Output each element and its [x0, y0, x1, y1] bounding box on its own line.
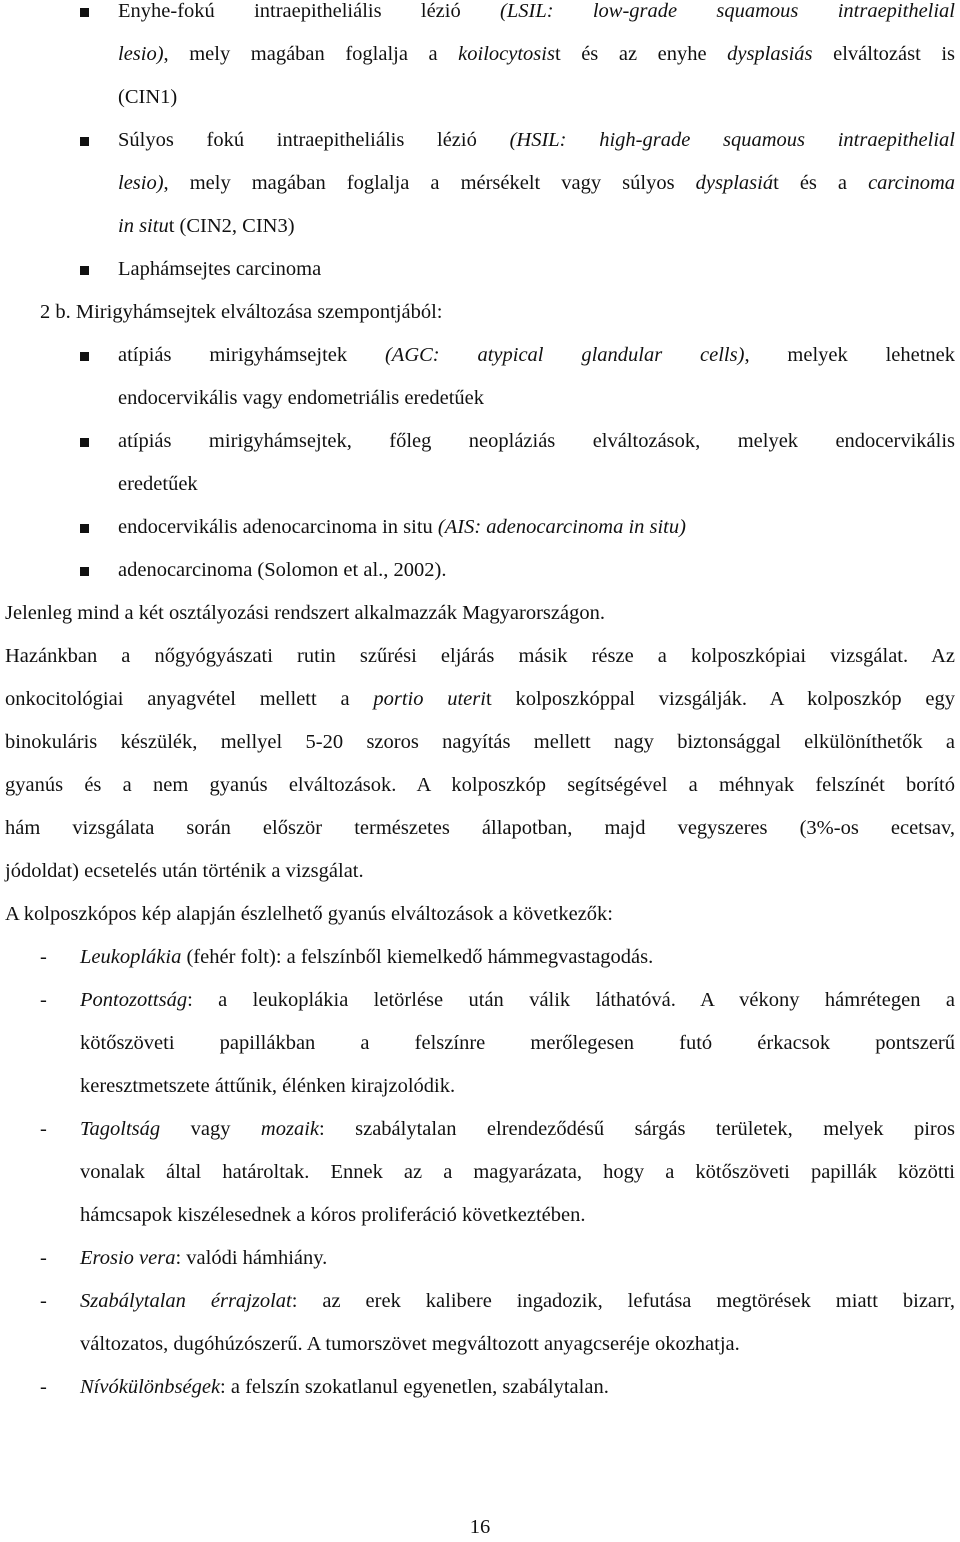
text-line: endocervikális adenocarcinoma in situ (AIS: adenocarcinoma in situ) [118, 516, 686, 538]
text-line: kötőszöveti papillákban a felszínre merőlegesen futó érkacsok pontszerű [80, 1032, 955, 1054]
text-line: 2 b. Mirigyhámsejtek elváltozása szempontjából: [40, 301, 443, 323]
text-line: hám vizsgálata során először természetes állapotban, majd vegyszeres (3%-os ecetsav, [5, 817, 955, 839]
text-line: atípiás mirigyhámsejtek, főleg neopláziás elváltozások, melyek endocervikális [118, 430, 955, 452]
text-line: binokuláris készülék, mellyel 5-20 szoros nagyítás mellett nagy biztonsággal elkülöníthetők a [5, 731, 955, 753]
text-line: atípiás mirigyhámsejtek (AGC: atypical glandular cells), melyek lehetnek [118, 344, 955, 366]
square-bullet-icon [80, 438, 89, 447]
dash-bullet: - [40, 1118, 47, 1140]
text-line: A kolposzkópos kép alapján észlelhető gyanús elváltozások a következők: [5, 903, 613, 925]
square-bullet-icon [80, 8, 89, 17]
dash-bullet: - [40, 1247, 47, 1269]
text-line: jódoldat) ecsetelés után történik a vizsgálat. [5, 860, 364, 882]
text-line: gyanús és a nem gyanús elváltozások. A kolposzkóp segítségével a méhnyak felszínét borító [5, 774, 955, 796]
text-line: Pontozottság: a leukoplákia letörlése után válik láthatóvá. A vékony hámrétegen a [80, 989, 955, 1011]
text-line: Leukoplákia (fehér folt): a felszínből kiemelkedő hámmegvastagodás. [80, 946, 654, 968]
text-line: változatos, dugóhúzószerű. A tumorszövet megváltozott anyagcseréje okozhatja. [80, 1333, 740, 1355]
dash-bullet: - [40, 1290, 47, 1312]
text-line: (CIN1) [118, 86, 178, 108]
text-line: Laphámsejtes carcinoma [118, 258, 322, 280]
square-bullet-icon [80, 266, 89, 275]
text-line: Szabálytalan érrajzolat: az erek kalibere ingadozik, lefutása megtörések miatt bizarr, [80, 1290, 955, 1312]
text-line: Enyhe-fokú intraepitheliális lézió (LSIL: low-grade squamous intraepithelial [118, 0, 955, 22]
text-line: lesio), mely magában foglalja a koilocytosist és az enyhe dysplasiás elváltozást is [118, 43, 955, 65]
text-line: eredetűek [118, 473, 198, 495]
dash-bullet: - [40, 1376, 47, 1398]
text-line: Súlyos fokú intraepitheliális lézió (HSIL: high-grade squamous intraepithelial [118, 129, 955, 151]
page-number: 16 [469, 1516, 491, 1538]
square-bullet-icon [80, 524, 89, 533]
text-line: in situt (CIN2, CIN3) [118, 215, 295, 237]
dash-bullet: - [40, 989, 47, 1011]
text-line: lesio), mely magában foglalja a mérsékelt vagy súlyos dysplasiát és a carcinoma [118, 172, 955, 194]
text-line: Tagoltság vagy mozaik: szabálytalan elrendeződésű sárgás területek, melyek piros [80, 1118, 955, 1140]
text-line: Hazánkban a nőgyógyászati rutin szűrési eljárás másik része a kolposzkópiai vizsgálat. Az [5, 645, 955, 667]
square-bullet-icon [80, 352, 89, 361]
dash-bullet: - [40, 946, 47, 968]
text-line: hámcsapok kiszélesednek a kóros proliferáció következtében. [80, 1204, 586, 1226]
text-line: Erosio vera: valódi hámhiány. [80, 1247, 328, 1269]
text-line: Jelenleg mind a két osztályozási rendszert alkalmazzák Magyarországon. [5, 602, 605, 624]
text-line: keresztmetszete áttűnik, élénken kirajzolódik. [80, 1075, 456, 1097]
text-line: adenocarcinoma (Solomon et al., 2002). [118, 559, 447, 581]
text-line: onkocitológiai anyagvétel mellett a portio uterit kolposzkóppal vizsgálják. A kolposzkóp egy [5, 688, 955, 710]
text-line: vonalak által határoltak. Ennek az a magyarázata, hogy a kötőszöveti papillák közötti [80, 1161, 955, 1183]
text-line: endocervikális vagy endometriális eredetűek [118, 387, 485, 409]
square-bullet-icon [80, 567, 89, 576]
square-bullet-icon [80, 137, 89, 146]
text-line: Nívókülönbségek: a felszín szokatlanul egyenetlen, szabálytalan. [80, 1376, 609, 1398]
